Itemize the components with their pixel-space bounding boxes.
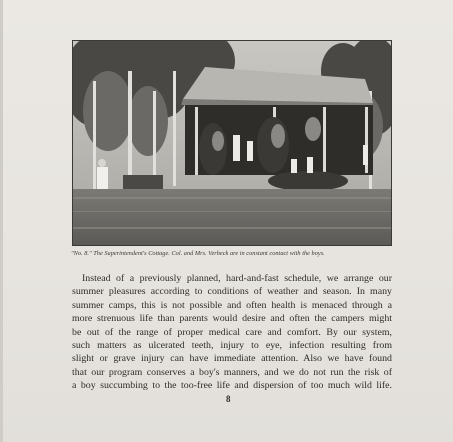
cottage-photo-illustration (73, 41, 391, 245)
page-gutter-edge (0, 0, 3, 442)
body-line: a boy succumbing to the too-free life and dispersion of too much wild life. (72, 380, 392, 392)
page-number: 8 (226, 394, 231, 404)
body-line: such matters as ulcerated teeth, injury to eye, infection resulting from (72, 340, 392, 352)
body-line: summer camps, this is not possible and often health is menaced through a (72, 299, 392, 311)
body-line: be out of the range of proper medical care and comfort. By our system, (72, 326, 392, 338)
photo-caption: "No. 8." The Superintendent's Cottage. Col. and Mrs. Verbeck are in constant contact with the boys. (71, 250, 325, 257)
body-line: that our program conserves a boy's manners, and we do not run the risk of (72, 366, 392, 378)
body-line: Instead of a previously planned, hard-and-fast schedule, we arrange our (82, 273, 392, 284)
body-line: slight or grave injury can have immediate attention. Also we have found (72, 353, 392, 365)
cottage-photograph (72, 40, 392, 246)
body-paragraph (72, 272, 392, 393)
body-line: more strenuous life than parents would desire and often the campers might (72, 313, 392, 325)
body-line: summer pleasures according to conditions of weather and season. In many (72, 286, 392, 298)
